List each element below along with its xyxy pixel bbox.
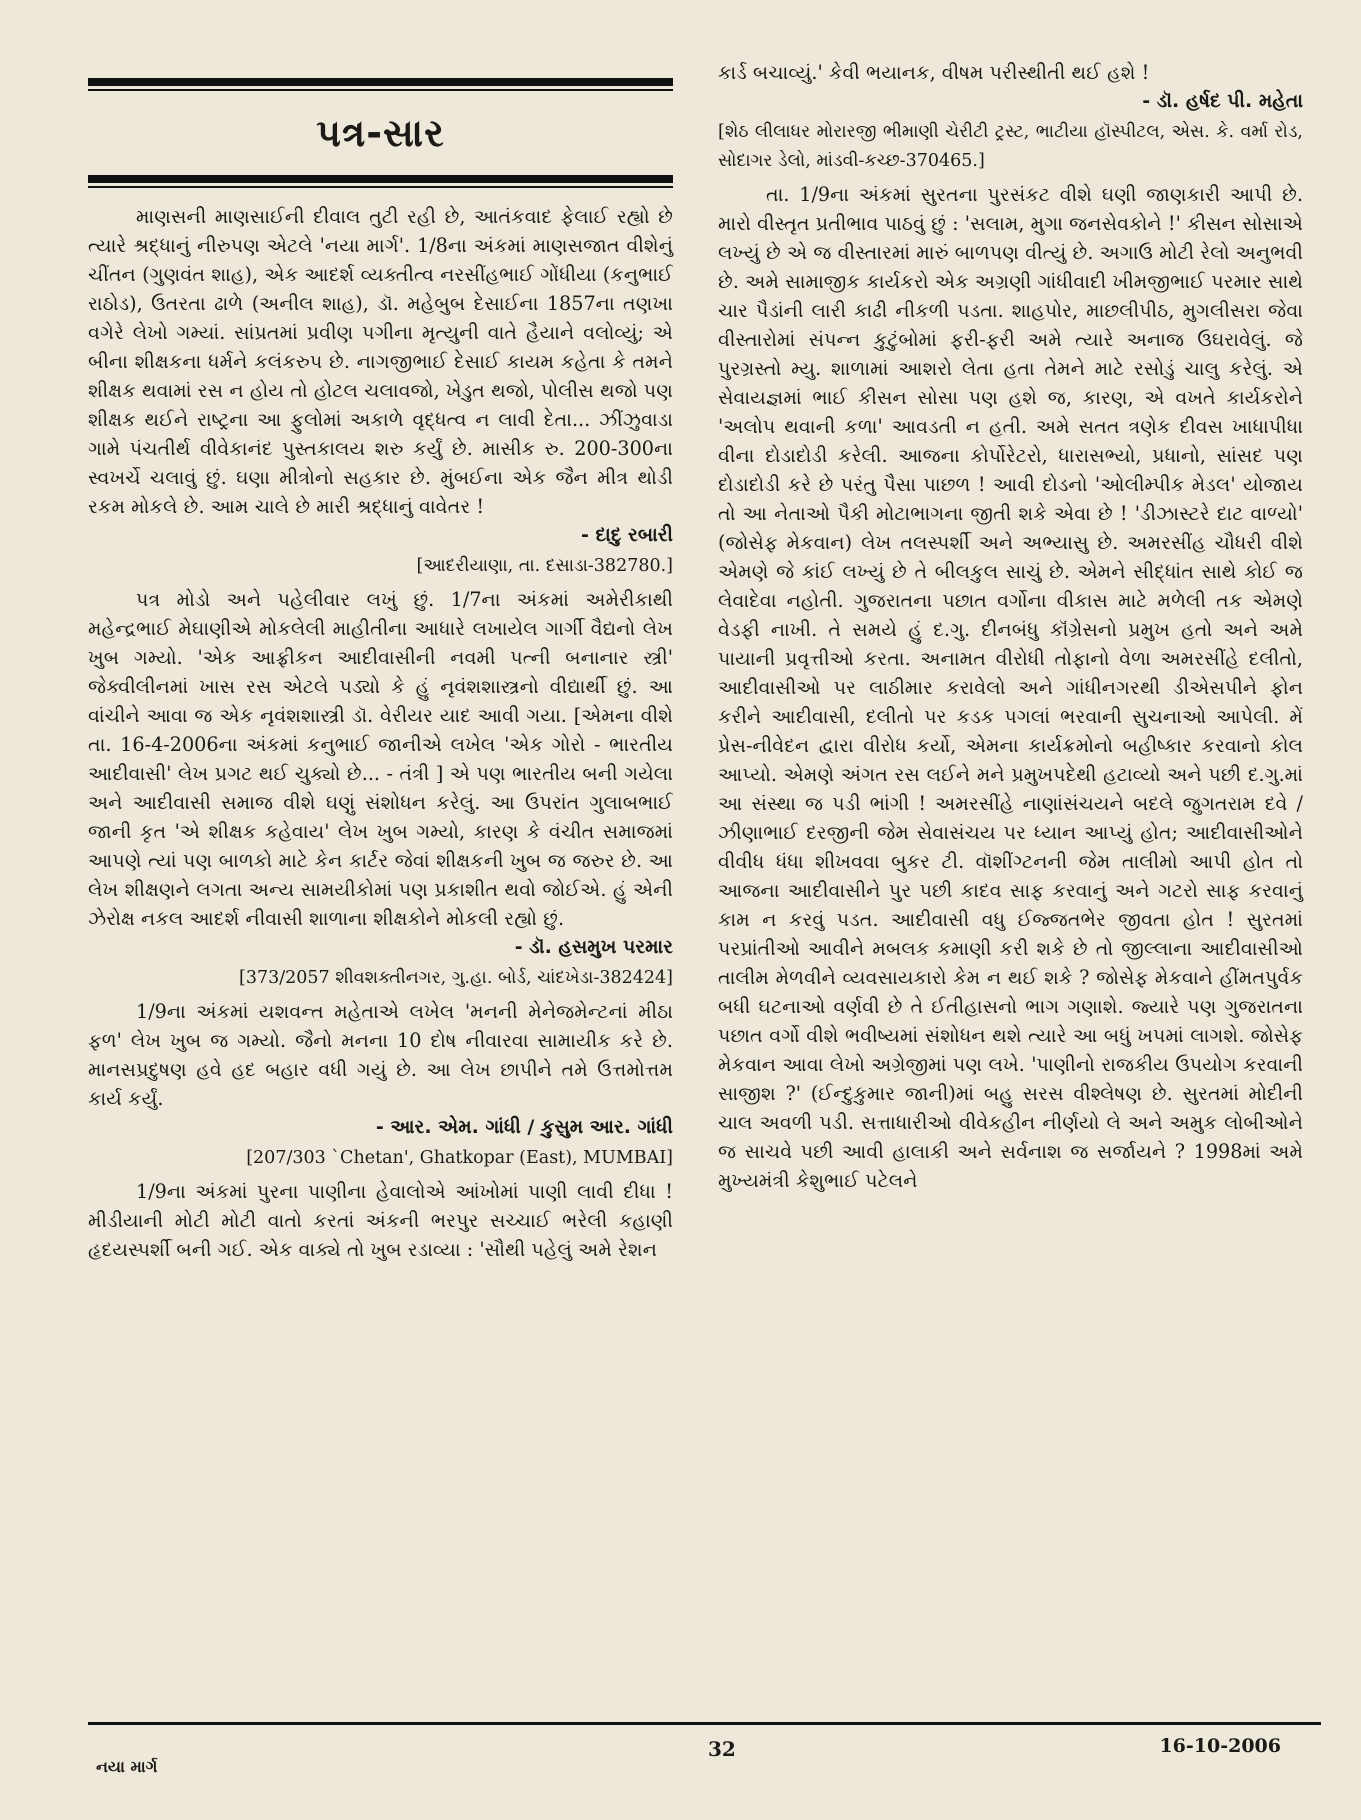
footer-date: 16-10-2006	[1159, 1735, 1281, 1757]
letter-4-text: 1/9ના અંકમાં પુરના પાણીના હેવાલોએ આંખોમાં પાણી લાવી દીધા ! મીડીયાની મોટી મોટી વાતો કરતાં અંકની ભરપુર સચ્ચાઈ ભરેલી કહાણી હૃદયસ્પર્શી બની ગઈ. એક વાક્યે તો ખુબ રડાવ્યા : 'સૌથી પહેલું અમે રેશન	[88, 1180, 673, 1261]
letter-2-text: પત્ર મોડો અને પહેલીવાર લખું છું. 1/7ના અંકમાં અમેરીકાથી મહેન્દ્રભાઈ મેઘાણીએ મોકલેલી માહીતીના આધારે લખાયેલ ગાર્ગી વૈદ્યનો લેખ ખુબ ગમ્યો. 'એક આફ્રીકન આદીવાસીની નવમી પત્ની બનાનાર સ્ત્રી' જેક્વીલીનમાં ખાસ રસ એટલે પડ્યો કે હું નૃવંશશાસ્ત્રનો વીદ્યાર્થી છું. આ વાંચીને આવા જ એક નૃવંશશાસ્ત્રી ડૉ. વેરીયર યાદ આવી ગયા. [એમના વીશે તા. 16-4-2006ના અંકમાં કનુભાઈ જાનીએ લખેલ 'એક ગોરો - ભારતીય આદીવાસી' લેખ પ્રગટ થઈ ચુક્યો છે... - તંત્રી ] એ પણ ભારતીય બની ગયેલા અને આદીવાસી સમાજ વીશે ઘણું સંશોધન કરેલું. આ ઉપરાંત ગુલાબભાઈ જાની કૃત 'એ શીક્ષક કહેવાય' લેખ ખુબ ગમ્યો, કારણ કે વંચીત સમાજમાં આપણે ત્યાં પણ બાળકો માટે કેન કાર્ટર જેવાં શીક્ષકની ખુબ જ જરુર છે. આ લેખ શીક્ષણને લગતા અન્ય સામયીકોમાં પણ પ્રકાશીત થવો જોઈએ. હું એની ઝેરોક્ષ નકલ આદર્શ નીવાસી શાળાના શીક્ષકોને મોકલી રહ્યો છું.	[88, 588, 673, 930]
footer-magazine-name: નયા માર્ગ	[96, 1757, 158, 1776]
letter-5-text: તા. 1/9ના અંકમાં સુરતના પુરસંકટ વીશે ઘણી જાણકારી આપી છે. મારો વીસ્તૃત પ્રતીભાવ પાઠવું છું : 'સલામ, મુગા જનસેવકોને !' કીસન સોસાએ લખ્યું છે એ જ વીસ્તારમાં મારું બાળપણ વીત્યું છે. અગાઉ મોટી રેલો અનુભવી છે. અમે સામાજીક કાર્યકરો એક અગ્રણી ગાંધીવાદી ખીમજીભાઈ પરમાર સાથે ચાર પૈડાંની લારી કાઢી નીકળી પડતા. શાહપોર, માછલીપીઠ, મુગલીસરા જેવા વીસ્તારોમાં સંપન્ન કુટુંબોમાં ફરી-ફરી અમે ત્યારે અનાજ ઉઘરાવેલું. જે પુરગ્રસ્તો મ્યુ. શાળામાં આશરો લેતા હતા તેમને માટે રસોડું ચાલુ કરેલું. એ સેવાયજ્ઞમાં ભાઈ કીસન સોસા પણ હશે જ, કારણ, એ વખતે કાર્યકરોને 'અલોપ થવાની કળા' આવડતી ન હતી. અમે સતત ત્રણેક દીવસ ખાધાપીધા વીના દોડાદોડી કરેલી. આજના કોર્પોરેટરો, ધારાસભ્યો, પ્રધાનો, સાંસદ પણ દોડાદોડી કરે છે પરંતુ પૈસા પાછળ ! આવી દોડનો 'ઓલીમ્પીક મેડલ' યોજાય તો આ નેતાઓ પૈકી મોટાભાગના જીતી શકે એવા છે ! 'ડીઝાસ્ટરે દાટ વાળ્યો' (જોસેફ મેકવાન) લેખ તલસ્પર્શી અને અભ્યાસુ છે. અમરસીંહ ચૌધરી વીશે એમણે જે કાંઈ લખ્યું છે તે બીલકુલ સાચું છે. એમને સીદ્ધાંત સાથે કોઈ જ લેવાદેવા નહોતી. ગુજરાતના પછાત વર્ગોના વીકાસ માટે મળેલી તક એમણે વેડફી નાખી. તે સમયે હું દ.ગુ. દીનબંધુ કૉંગ્રેસનો પ્રમુખ હતો અને અમે પાયાની પ્રવૃત્તીઓ કરતા. અનામત વીરોધી તોફાનો વેળા અમરસીંહે દલીતો, આદીવાસીઓ પર લાઠીમાર કરાવેલો અને ગાંધીનગરથી ડીએસપીને ફોન કરીને આદીવાસી, દલીતો પર કડક પગલાં ભરવાની સુચનાઓ આપેલી. મેં પ્રેસ-નીવેદન દ્વારા વીરોધ કર્યો, એમના કાર્યક્રમોનો બહીષ્કાર કરવાનો કોલ આપ્યો. એમણે અંગત રસ લઈને મને પ્રમુખપદેથી હટાવ્યો અને પછી દ.ગુ.માં આ સંસ્થા જ પડી ભાંગી ! અમરસીંહે નાણાંસંચયને બદલે જુગતરામ દવે / ઝીણાભાઈ દરજીની જેમ સેવાસંચય પર ધ્યાન આપ્યું હોત; આદીવાસીઓને વીવીધ ધંધા શીખવવા બુકર ટી. વૉશીંગ્ટનની જેમ તાલીમો આપી હોત તો આજના આદીવાસીને પુર પછી કાદવ સાફ કરવાનું અને ગટરો સાફ કરવાનું કામ ન કરવું પડત. આદીવાસી વધુ ઈજ્જતભેર જીવતા હોત ! સુરતમાં પરપ્રાંતીઓ આવીને મબલક કમાણી કરી શકે છે તો જીલ્લાના આદીવાસીઓ તાલીમ મેળવીને વ્યવસાયકારો કેમ ન થઈ શકે ? જોસેફ મેકવાને હીંમતપુર્વક બધી ઘટનાઓ વર્ણવી છે તે ઈતીહાસનો ભાગ ગણાશે. જ્યારે પણ ગુજરાતના પછાત વર્ગો વીશે ભવીષ્યમાં સંશોધન થશે ત્યારે આ બધું ખપમાં લાગશે. જોસેફ મેકવાન આવા લેખો અગ્રેજીમાં પણ લખે. 'પાણીનો રાજકીય ઉપયોગ કરવાની સાજીશ ?' (ઈન્દુકુમાર જાની)માં બહુ સરસ વીશ્લેષણ છે. સુરતમાં મોદીની ચાલ અવળી પડી. સત્તાધારીઓ વીવેકહીન નીર્ણયો લે અને અમુક લોબીઓને જ સાચવે પછી આવી હાલાકી અને સર્વનાશ જ સર્જાયને ? 1998માં અમે મુખ્યમંત્રી કેશુભાઈ પટેલને	[718, 183, 1303, 1192]
letter-3-signature: - આર. એમ. ગાંધી / કુસુમ આર. ગાંધી	[375, 1116, 673, 1138]
letter-1-address: [આદરીયાણા, તા. દસાડા-382780.]	[416, 556, 673, 576]
letter-2-signature: - ડૉ. હસમુખ પરમાર	[514, 936, 673, 958]
title-rule-bottom-thin	[88, 186, 673, 188]
right-column	[718, 58, 1303, 1195]
letter-1-text: માણસની માણસાઈની દીવાલ તુટી રહી છે, આતંકવાદ ફેલાઈ રહ્યો છે ત્યારે શ્રદ્ધાનું નીરુપણ એટલે 'નયા માર્ગ'. 1/8ના અંકમાં માણસજાત વીશેનું ચીંતન (ગુણવંત શાહ), એક આદર્શ વ્યક્તીત્વ નરસીંહભાઈ ગોંધીયા (કનુભાઈ રાઠોડ), ઉતરતા ઢાળે (અનીલ શાહ), ડૉ. મહેબુબ દેસાઈના 1857ના તણખા વગેરે લેખો ગમ્યાં. સાંપ્રતમાં પ્રવીણ પગીના મૃત્યુની વાતે હૈયાને વલોવ્યું; એ બીના શીક્ષકના ધર્મને કલંકરુપ છે. નાગજીભાઈ દેસાઈ કાયમ કહેતા કે તમને શીક્ષક થવામાં રસ ન હોય તો હોટલ ચલાવજો, ખેડુત થજો, પોલીસ થજો પણ શીક્ષક થઈને રાષ્ટ્રના આ ફુલોમાં અકાળે વૃદ્ધત્વ ન લાવી દેતા... ઝીંઝુવાડા ગામે પંચતીર્થ વીવેકાનંદ પુસ્તકાલય શરુ કર્યું છે. માસીક રુ. 200-300ના સ્વખર્ચે ચલાવું છું. ઘણા મીત્રોનો સહકાર છે. મુંબઈના એક જૈન મીત્ર થોડી રકમ મોકલે છે. આમ ચાલે છે મારી શ્રદ્ધાનું વાવેતર !	[88, 205, 673, 518]
page-footer	[88, 1722, 1321, 1795]
footer-page-number: 32	[708, 1737, 736, 1761]
letter-1-signature: - દાદુ રબારી	[580, 524, 673, 546]
title-rule-top-thin	[88, 89, 673, 91]
continuation-text: કાર્ડ બચાવ્યું.' કેવી ભયાનક, વીષમ પરીસ્થીતી થઈ હશે !	[718, 61, 1150, 84]
left-column	[88, 60, 673, 1264]
section-title: પત્ર-સાર	[316, 111, 445, 155]
letter-3-address: [207/303 `Chetan', Ghatkopar (East), MUMBAI]	[246, 1148, 673, 1168]
continuation-address: [શેઠ લીલાધર મોરારજી ભીમાણી ચેરીટી ટ્રસ્ટ, ભાટીયા હૉસ્પીટલ, એસ. કે. વર્મા રોડ, સોદાગર ડેલો, માંડવી-કચ્છ-370465.]	[718, 122, 1303, 171]
title-rule-bottom	[88, 175, 673, 183]
continuation-signature: - ડૉ. હર્ષદ પી. મહેતા	[1142, 90, 1303, 112]
letter-2-address: [373/2057 શીવશક્તીનગર, ગુ.હા. બોર્ડ, ચાંદખેડા-382424]	[239, 968, 673, 988]
title-rule-top	[88, 78, 673, 86]
letter-3-text: 1/9ના અંકમાં યશવન્ત મહેતાએ લખેલ 'મનની મેનેજમેન્ટનાં મીઠા ફળ' લેખ ખુબ જ ગમ્યો. જૈનો મનના 10 દોષ નીવારવા સામાયીક કરે છે. માનસપ્રદુષણ હવે હદ બહાર વધી ગયું છે. આ લેખ છાપીને તમે ઉત્તમોત્તમ કાર્ય કર્યું.	[88, 1000, 673, 1110]
